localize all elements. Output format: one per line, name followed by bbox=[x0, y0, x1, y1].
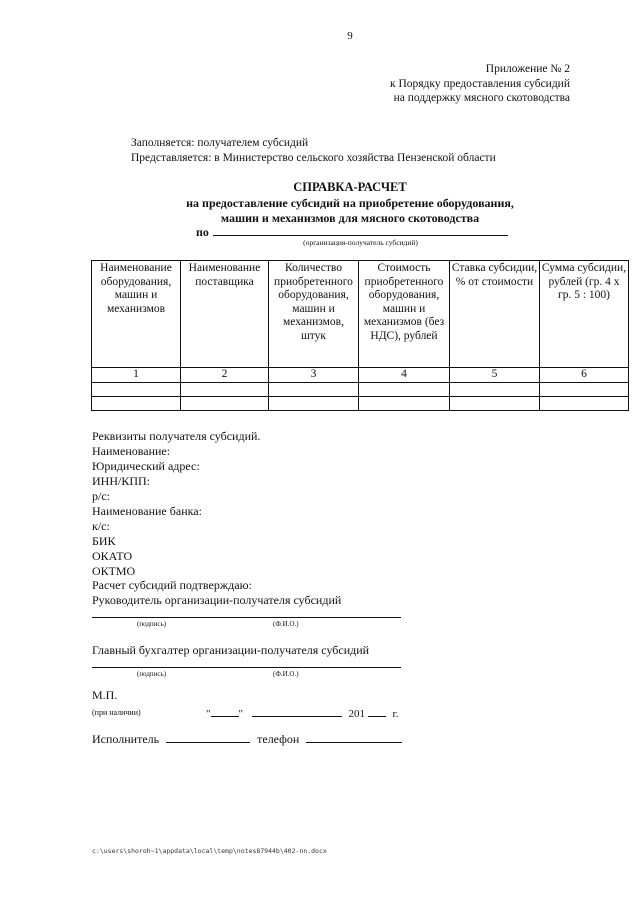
document-subtitle-1: на предоставление субсидий на приобретение оборудования, bbox=[186, 196, 514, 210]
year-prefix: 201 bbox=[348, 708, 365, 720]
column-number: 2 bbox=[181, 368, 269, 383]
organization-field[interactable] bbox=[213, 235, 508, 236]
page-number: 9 bbox=[347, 30, 353, 42]
submitted-to: Представляется: в Министерство сельского хозяйства Пензенской области bbox=[131, 151, 496, 164]
requisite-bank: Наименование банка: bbox=[92, 504, 202, 518]
table-header-cell: Наименование оборудования, машин и механизмов bbox=[92, 261, 181, 368]
document-subtitle-2: машин и механизмов для мясного скотоводства bbox=[220, 211, 480, 225]
table-header-row bbox=[92, 261, 629, 368]
table-cell[interactable] bbox=[269, 382, 359, 396]
year-field[interactable] bbox=[368, 706, 386, 717]
fio-caption: (Ф.И.О.) bbox=[273, 620, 299, 628]
table-cell[interactable] bbox=[92, 396, 181, 410]
head-signatory-label: Руководитель организации-получателя субсидий bbox=[92, 593, 342, 607]
accountant-signature-line[interactable] bbox=[92, 667, 401, 668]
executor-label: Исполнитель bbox=[92, 732, 160, 746]
table-cell[interactable] bbox=[540, 382, 629, 396]
column-number: 5 bbox=[450, 368, 540, 383]
column-number: 3 bbox=[269, 368, 359, 383]
fio-caption: (Ф.И.О.) bbox=[273, 670, 299, 678]
filled-by: Заполняется: получателем субсидий bbox=[131, 137, 309, 149]
fill-instructions bbox=[131, 136, 496, 165]
column-number: 1 bbox=[92, 368, 181, 383]
file-path: c:\users\shoroh~1\appdata\local\temp\notes87944b\402-nn.docx bbox=[92, 847, 327, 855]
document-title: СПРАВКА-РАСЧЕТ bbox=[293, 180, 407, 194]
table-header-cell: Наименование поставщика bbox=[181, 261, 269, 368]
table-cell[interactable] bbox=[181, 396, 269, 410]
phone-label: телефон bbox=[257, 732, 300, 746]
appendix-heading bbox=[360, 62, 570, 106]
requisite-okato: ОКАТО bbox=[92, 549, 133, 563]
table-row bbox=[92, 382, 629, 396]
appendix-line-3: на поддержку мясного скотоводства bbox=[393, 92, 570, 104]
stamp-place: М.П. bbox=[92, 688, 118, 702]
sign-caption: (подпись) bbox=[137, 620, 167, 628]
executor-row bbox=[92, 732, 402, 747]
day-field[interactable] bbox=[211, 706, 239, 717]
executor-field[interactable] bbox=[166, 732, 250, 743]
table-cell[interactable] bbox=[181, 382, 269, 396]
appendix-line-1: Приложение № 2 bbox=[485, 63, 570, 75]
requisite-bik: БИК bbox=[92, 534, 116, 548]
requisite-oktmo: ОКТМО bbox=[92, 564, 136, 578]
sign-caption: (подпись) bbox=[137, 670, 167, 678]
head-signature-line[interactable] bbox=[92, 617, 401, 618]
table-header-cell: Ставка субсидии, % от стоимости bbox=[450, 261, 540, 368]
requisite-ks: к/с: bbox=[92, 519, 110, 533]
month-field[interactable] bbox=[252, 706, 342, 717]
accountant-signatory-label: Главный бухгалтер организации-получателя субсидий bbox=[92, 643, 370, 657]
table-cell[interactable] bbox=[450, 396, 540, 410]
table-cell[interactable] bbox=[450, 382, 540, 396]
requisite-rs: р/с: bbox=[92, 489, 110, 503]
calculation-confirm: Расчет субсидий подтверждаю: bbox=[92, 578, 252, 592]
quote-close: " bbox=[238, 708, 243, 720]
column-number: 4 bbox=[359, 368, 450, 383]
organization-caption: (организация-получатель субсидий) bbox=[303, 238, 418, 247]
organization-prefix: по bbox=[196, 225, 209, 239]
table-cell[interactable] bbox=[359, 396, 450, 410]
requisite-inn: ИНН/КПП: bbox=[92, 474, 151, 488]
requisite-address: Юридический адрес: bbox=[92, 459, 200, 473]
requisite-name: Наименование: bbox=[92, 444, 171, 458]
table-cell[interactable] bbox=[540, 396, 629, 410]
subsidy-table bbox=[91, 260, 629, 411]
appendix-line-2: к Порядку предоставления субсидий bbox=[390, 77, 570, 90]
table-header-cell: Количество приобретенного оборудования, машин и механизмов, штук bbox=[269, 261, 359, 368]
requisites-heading: Реквизиты получателя субсидий. bbox=[92, 429, 261, 443]
date-row bbox=[206, 706, 399, 720]
table-cell[interactable] bbox=[269, 396, 359, 410]
phone-field[interactable] bbox=[306, 732, 402, 743]
column-number: 6 bbox=[540, 368, 629, 383]
stamp-note: (при наличии) bbox=[92, 708, 141, 717]
table-row bbox=[92, 396, 629, 410]
year-suffix: г. bbox=[392, 708, 399, 720]
table-number-row bbox=[92, 368, 629, 383]
table-cell[interactable] bbox=[359, 382, 450, 396]
table-header-cell: Сумма субсидии, рублей (гр. 4 x гр. 5 : 100) bbox=[540, 261, 629, 368]
quote-open: " bbox=[206, 708, 211, 720]
table-cell[interactable] bbox=[92, 382, 181, 396]
table-header-cell: Стоимость приобретенного оборудования, машин и механизмов (без НДС), рублей bbox=[359, 261, 450, 368]
